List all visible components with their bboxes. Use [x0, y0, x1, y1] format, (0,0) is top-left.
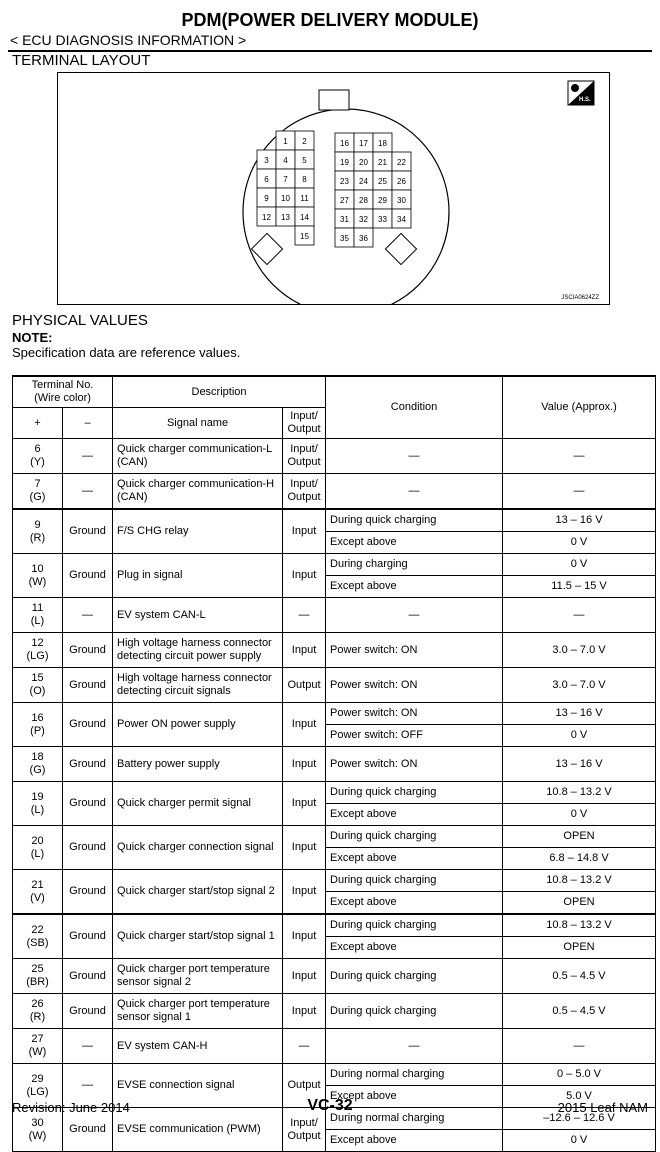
- table-row: [13, 633, 656, 668]
- condition-cell: During quick charging: [326, 870, 503, 892]
- signal-name: High voltage harness connector detecting circuit power supply: [113, 633, 283, 668]
- value-cell: 10.8 – 13.2 V: [503, 870, 656, 892]
- value-cell: 6.8 – 14.8 V: [503, 848, 656, 870]
- condition-cell: Except above: [326, 937, 503, 959]
- connector-pin-number: 14: [300, 213, 309, 222]
- input-output: —: [283, 598, 326, 633]
- value-cell: 0 V: [503, 554, 656, 576]
- connector-diagram: [58, 73, 609, 304]
- terminal-minus: —: [63, 1064, 113, 1108]
- signal-name: Quick charger start/stop signal 1: [113, 914, 283, 959]
- input-output: Input: [283, 703, 326, 747]
- terminal-minus: Ground: [63, 914, 113, 959]
- condition-cell: Power switch: ON: [326, 668, 503, 703]
- connector-pin-number: 5: [302, 156, 307, 165]
- physical-values-heading: PHYSICAL VALUES: [12, 312, 148, 329]
- terminal-minus: Ground: [63, 994, 113, 1029]
- value-cell: 10.8 – 13.2 V: [503, 914, 656, 937]
- connector-pin-number: 13: [281, 213, 290, 222]
- connector-pin-number: 11: [300, 194, 309, 203]
- signal-name: Plug in signal: [113, 554, 283, 598]
- connector-key-tab: [319, 90, 349, 110]
- value-cell: OPEN: [503, 826, 656, 848]
- condition-cell: During quick charging: [326, 826, 503, 848]
- terminal-minus: Ground: [63, 668, 113, 703]
- value-cell: 0 V: [503, 804, 656, 826]
- condition-cell: During normal charging: [326, 1064, 503, 1086]
- terminal-minus: Ground: [63, 870, 113, 915]
- table-row: [13, 703, 656, 725]
- input-output: Input: [283, 870, 326, 915]
- note-label: NOTE:: [12, 330, 53, 345]
- connector-pin-number: 29: [378, 196, 387, 205]
- connector-pin-number: 34: [397, 215, 406, 224]
- input-output: Input: [283, 994, 326, 1029]
- connector-pin-number: 30: [397, 196, 406, 205]
- terminal-plus: 19 (L): [13, 782, 63, 826]
- signal-name: Quick charger port temperature sensor signal 2: [113, 959, 283, 994]
- terminal-layout-heading: TERMINAL LAYOUT: [12, 52, 151, 69]
- table-row: [13, 994, 656, 1029]
- condition-cell: —: [326, 439, 503, 474]
- terminal-plus: 25 (BR): [13, 959, 63, 994]
- header-value: Value (Approx.): [503, 376, 656, 439]
- value-cell: 3.0 – 7.0 V: [503, 668, 656, 703]
- table-row: [13, 914, 656, 937]
- connector-latch-right: [385, 233, 416, 264]
- value-cell: 0 V: [503, 532, 656, 554]
- signal-name: High voltage harness connector detecting circuit signals: [113, 668, 283, 703]
- value-cell: —: [503, 439, 656, 474]
- connector-pin-number: 26: [397, 177, 406, 186]
- signal-name: Quick charger start/stop signal 2: [113, 870, 283, 915]
- value-cell: OPEN: [503, 892, 656, 915]
- signal-name: Power ON power supply: [113, 703, 283, 747]
- connector-pin-number: 10: [281, 194, 290, 203]
- connector-pin-number: 15: [300, 232, 309, 241]
- condition-cell: Except above: [326, 848, 503, 870]
- input-output: Input/ Output: [283, 1108, 326, 1152]
- table-row: [13, 959, 656, 994]
- value-cell: 10.8 – 13.2 V: [503, 782, 656, 804]
- header-minus: –: [63, 408, 113, 439]
- input-output: Output: [283, 1064, 326, 1108]
- connector-pin-number: 9: [264, 194, 269, 203]
- connector-pin-number: 27: [340, 196, 349, 205]
- terminal-minus: Ground: [63, 554, 113, 598]
- connector-pin-number: 28: [359, 196, 368, 205]
- connector-pin-number: 4: [283, 156, 288, 165]
- connector-pin-number: 22: [397, 158, 406, 167]
- connector-pin-number: 20: [359, 158, 368, 167]
- input-output: Input: [283, 782, 326, 826]
- condition-cell: Power switch: ON: [326, 633, 503, 668]
- condition-cell: During quick charging: [326, 994, 503, 1029]
- value-cell: 13 – 16 V: [503, 703, 656, 725]
- terminal-minus: Ground: [63, 633, 113, 668]
- terminal-plus: 7 (G): [13, 474, 63, 510]
- connector-pin-number: 18: [378, 139, 387, 148]
- value-cell: 0 V: [503, 1130, 656, 1152]
- terminal-minus: Ground: [63, 959, 113, 994]
- input-output: Input/ Output: [283, 439, 326, 474]
- terminal-minus: Ground: [63, 509, 113, 554]
- table-row: [13, 509, 656, 532]
- connector-pin-number: 23: [340, 177, 349, 186]
- value-cell: 5.0 V: [503, 1086, 656, 1108]
- value-cell: —: [503, 598, 656, 633]
- connector-pin-number: 32: [359, 215, 368, 224]
- signal-name: EV system CAN-H: [113, 1029, 283, 1064]
- terminal-plus: 12 (LG): [13, 633, 63, 668]
- condition-cell: During quick charging: [326, 509, 503, 532]
- input-output: Input: [283, 747, 326, 782]
- terminal-plus: 6 (Y): [13, 439, 63, 474]
- header-description: Description: [113, 376, 326, 408]
- signal-name: Quick charger port temperature sensor signal 1: [113, 994, 283, 1029]
- page-title: PDM(POWER DELIVERY MODULE): [181, 10, 479, 30]
- condition-cell: During quick charging: [326, 914, 503, 937]
- terminal-plus: 18 (G): [13, 747, 63, 782]
- table-body: [13, 439, 656, 1152]
- connector-pin-number: 25: [378, 177, 387, 186]
- connector-pin-number: 8: [302, 175, 307, 184]
- connector-pin-number: 17: [359, 139, 368, 148]
- header-signal: Signal name: [113, 408, 283, 439]
- terminal-plus: 27 (W): [13, 1029, 63, 1064]
- terminal-plus: 22 (SB): [13, 914, 63, 959]
- value-cell: OPEN: [503, 937, 656, 959]
- signal-name: Quick charger permit signal: [113, 782, 283, 826]
- terminal-minus: Ground: [63, 782, 113, 826]
- terminal-plus: 29 (LG): [13, 1064, 63, 1108]
- table-row: [13, 439, 656, 474]
- connector-pin-number: 33: [378, 215, 387, 224]
- connector-pin-number: 19: [340, 158, 349, 167]
- condition-cell: —: [326, 1029, 503, 1064]
- table-row: [13, 598, 656, 633]
- signal-name: Quick charger communication-L (CAN): [113, 439, 283, 474]
- condition-cell: Power switch: OFF: [326, 725, 503, 747]
- input-output: Input: [283, 509, 326, 554]
- condition-cell: During quick charging: [326, 782, 503, 804]
- input-output: Input/ Output: [283, 474, 326, 510]
- connector-pin-number: 24: [359, 177, 368, 186]
- terminal-minus: Ground: [63, 1108, 113, 1152]
- physical-values-table: [12, 375, 656, 1152]
- header-terminal: Terminal No. (Wire color): [13, 376, 113, 408]
- value-cell: —: [503, 474, 656, 510]
- condition-cell: —: [326, 598, 503, 633]
- signal-name: Quick charger communication-H (CAN): [113, 474, 283, 510]
- note-text: Specification data are reference values.: [12, 345, 241, 360]
- signal-name: Quick charger connection signal: [113, 826, 283, 870]
- value-cell: 0.5 – 4.5 V: [503, 959, 656, 994]
- table-row: [13, 782, 656, 804]
- terminal-minus: —: [63, 1029, 113, 1064]
- input-output: Input: [283, 554, 326, 598]
- svg-text:H.S.: H.S.: [579, 97, 591, 103]
- value-cell: 13 – 16 V: [503, 509, 656, 532]
- connector-pin-number: 6: [264, 175, 269, 184]
- connector-pin-number: 12: [262, 213, 271, 222]
- condition-cell: Except above: [326, 1086, 503, 1108]
- signal-name: EV system CAN-L: [113, 598, 283, 633]
- header-condition: Condition: [326, 376, 503, 439]
- terminal-minus: —: [63, 598, 113, 633]
- input-output: —: [283, 1029, 326, 1064]
- connector-pin-number: 1: [283, 137, 288, 146]
- connector-pin-number: 2: [302, 137, 307, 146]
- terminal-layout-figure: [57, 72, 610, 305]
- revision-date: Revision: June 2014: [12, 1100, 130, 1115]
- table-row: [13, 668, 656, 703]
- condition-cell: Power switch: ON: [326, 747, 503, 782]
- signal-name: EVSE connection signal: [113, 1064, 283, 1108]
- section-breadcrumb: < ECU DIAGNOSIS INFORMATION >: [10, 32, 247, 48]
- condition-cell: Except above: [326, 804, 503, 826]
- signal-name: F/S CHG relay: [113, 509, 283, 554]
- input-output: Input: [283, 633, 326, 668]
- connector-pin-number: 3: [264, 156, 269, 165]
- terminal-plus: 10 (W): [13, 554, 63, 598]
- input-output: Input: [283, 914, 326, 959]
- table-row: [13, 747, 656, 782]
- terminal-minus: Ground: [63, 747, 113, 782]
- value-cell: –12.6 – 12.6 V: [503, 1108, 656, 1130]
- connector-pin-number: 21: [378, 158, 387, 167]
- terminal-plus: 26 (R): [13, 994, 63, 1029]
- value-cell: 13 – 16 V: [503, 747, 656, 782]
- input-output: Input: [283, 959, 326, 994]
- header-plus: +: [13, 408, 63, 439]
- value-cell: 0 – 5.0 V: [503, 1064, 656, 1086]
- page-number: VC-32: [307, 1097, 353, 1114]
- value-cell: 0 V: [503, 725, 656, 747]
- figure-code: JSCIA0624ZZ: [561, 295, 599, 301]
- input-output: Input: [283, 826, 326, 870]
- terminal-plus: 20 (L): [13, 826, 63, 870]
- terminal-minus: —: [63, 474, 113, 510]
- condition-cell: Except above: [326, 576, 503, 598]
- value-cell: 11.5 – 15 V: [503, 576, 656, 598]
- value-cell: 0.5 – 4.5 V: [503, 994, 656, 1029]
- connector-pin-number: 36: [359, 234, 368, 243]
- terminal-plus: 9 (R): [13, 509, 63, 554]
- connector-pin-number: 16: [340, 139, 349, 148]
- terminal-plus: 16 (P): [13, 703, 63, 747]
- signal-name: Battery power supply: [113, 747, 283, 782]
- table-row: [13, 826, 656, 848]
- table-row: [13, 474, 656, 510]
- hs-icon: [568, 81, 594, 105]
- condition-cell: During quick charging: [326, 959, 503, 994]
- header-io: Input/ Output: [283, 408, 326, 439]
- terminal-plus: 15 (O): [13, 668, 63, 703]
- condition-cell: During charging: [326, 554, 503, 576]
- terminal-plus: 21 (V): [13, 870, 63, 915]
- connector-latch-left: [251, 233, 282, 264]
- model-name: 2015 Leaf NAM: [557, 1100, 648, 1115]
- connector-pin-number: 7: [283, 175, 288, 184]
- table-row: [13, 870, 656, 892]
- terminal-plus: 11 (L): [13, 598, 63, 633]
- condition-cell: During normal charging: [326, 1108, 503, 1130]
- table-row: [13, 1029, 656, 1064]
- condition-cell: Except above: [326, 532, 503, 554]
- table-row: [13, 554, 656, 576]
- terminal-minus: Ground: [63, 826, 113, 870]
- terminal-plus: 30 (W): [13, 1108, 63, 1152]
- condition-cell: —: [326, 474, 503, 510]
- table-row: [13, 1064, 656, 1086]
- condition-cell: Except above: [326, 892, 503, 915]
- condition-cell: Except above: [326, 1130, 503, 1152]
- value-cell: —: [503, 1029, 656, 1064]
- input-output: Output: [283, 668, 326, 703]
- terminal-minus: —: [63, 439, 113, 474]
- signal-name: EVSE communication (PWM): [113, 1108, 283, 1152]
- connector-pin-number: 35: [340, 234, 349, 243]
- condition-cell: Power switch: ON: [326, 703, 503, 725]
- value-cell: 3.0 – 7.0 V: [503, 633, 656, 668]
- terminal-minus: Ground: [63, 703, 113, 747]
- connector-pin-number: 31: [340, 215, 349, 224]
